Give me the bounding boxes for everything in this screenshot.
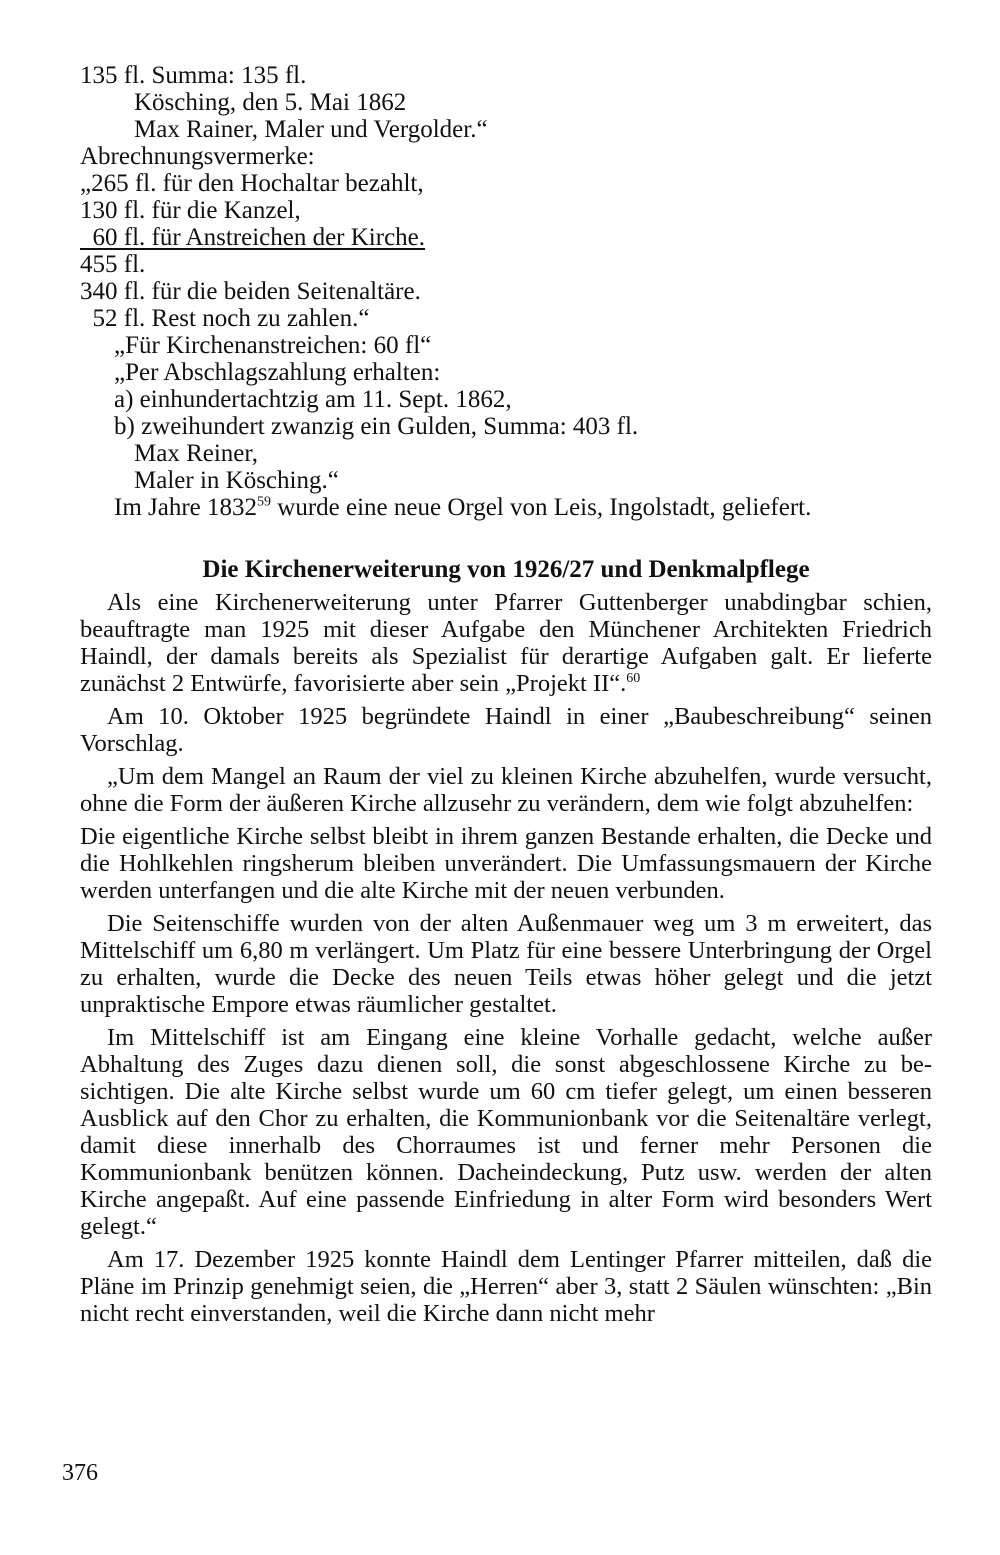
note-line-text: Kösching, den 5. Mai 1862 [134,89,407,116]
note-line-text: 340 fl. für die beiden Seitenaltäre. [80,278,421,305]
note-line [80,359,932,386]
note-line [80,305,932,332]
note-line [80,116,932,143]
organ-line-before: Im Jahre 1832 [114,494,258,521]
note-line-text: Max Rainer, Maler und Vergolder.“ [134,116,488,143]
note-line [80,62,932,89]
note-line [80,467,932,494]
note-line [80,440,932,467]
body-text [80,589,932,1327]
note-line-text: 455 fl. [80,251,146,278]
note-line [80,89,932,116]
paragraph [80,1246,932,1327]
note-line [80,143,932,170]
note-line-text: 130 fl. für die Kanzel, [80,197,301,224]
footnote-ref: 60 [626,670,641,686]
note-line-text: a) einhundertachtzig am 11. Sept. 1862, [114,386,512,413]
note-line-text: 52 fl. Rest noch zu zahlen.“ [80,305,370,332]
footnote-ref-59: 59 [257,494,272,510]
note-line-text: Max Reiner, [134,440,258,467]
note-line [80,386,932,413]
note-line-text: „Per Abschlagszahlung erhalten: [114,359,441,386]
note-line-text: Maler in Kösching.“ [134,467,339,494]
note-line-text: „Für Kirchenanstreichen: 60 fl“ [114,332,432,359]
paragraph-text: Die Seitenschiffe wurden von der alten Außenmauer weg um 3 m erweitert, das Mittelschiff um 6,80 m verlängert. Um Platz für eine bessere Unterbringung der Orgel zu erhalten, wurde die Decke des neuen Teils etwas höher gelegt und die jetzt unpraktische Empore etwas räumlicher gestaltet. [80,910,932,1018]
paragraph-text: Als eine Kirchenerweiterung unter Pfarrer Guttenberger unabdingbar schien, beauftragte man 1925 mit dieser Aufgabe den Münchener Architekten Friedrich Haindl, der damals bereits als Spezialist für derartige Aufgaben galt. Er lieferte zunächst 2 Entwürfe, favorisierte aber sein „Projekt II“. [80,589,932,697]
organ-line [80,494,932,521]
note-line [80,332,932,359]
note-line [80,278,932,305]
invoice-notes-block [80,62,932,494]
paragraph-text: Am 10. Oktober 1925 begründete Haindl in einer „Baubeschreibung“ seinen Vorschlag. [80,703,932,757]
note-line [80,170,932,197]
note-line [80,413,932,440]
paragraph [80,703,932,757]
document-page [80,62,932,1333]
note-line [80,197,932,224]
note-line [80,251,932,278]
note-line-text: 60 fl. für Anstreichen der Kirche. [80,224,426,251]
section-heading: Die Kirchenerweiterung von 1926/27 und Denkmalpflege [202,556,810,583]
paragraph [80,910,932,1018]
page-number: 376 [62,1460,98,1486]
paragraph-text: „Um dem Mangel an Raum der viel zu kleinen Kirche abzuhelfen, wurde versucht, ohne die Form der äußeren Kirche allzusehr zu verändern, dem wie folgt abzuhelfen: [80,763,932,817]
paragraph [80,589,932,697]
note-line-text: b) zweihundert zwanzig ein Gulden, Summa: 403 fl. [114,413,639,440]
paragraph-text: Die eigentliche Kirche selbst bleibt in ihrem ganzen Bestande erhalten, die Decke und die Hohlkehlen ringsherum bleiben unverändert. Die Umfassungsmauern der Kirche werden unterfangen und die alte Kirche mit der neuen verbunden. [80,823,932,904]
note-line [80,224,932,251]
paragraph [80,1024,932,1240]
paragraph-text: Im Mittelschiff ist am Eingang eine kleine Vorhalle gedacht, welche außer Abhaltung des Zuges dazu dienen soll, die sonst abgeschlossene Kirche zu besichtigen. Die alte Kirche selbst wurde um 60 cm tiefer gelegt, um einen besseren Ausblick auf den Chor zu erhalten, die Kommunionbank vor die Seitenaltäre verlegt, damit diese innerhalb des Chorraumes ist und ferner mehr Personen die Kommunionbank benützen können. Dacheindeckung, Putz usw. werden der alten Kirche angepaßt. Auf eine passende Einfriedung in alter Form wird besonders Wert gelegt.“ [80,1024,932,1240]
paragraph [80,823,932,904]
organ-line-after: wurde eine neue Orgel von Leis, Ingolstadt, geliefert. [271,494,812,521]
note-line-text: „265 fl. für den Hochaltar bezahlt, [80,170,424,197]
paragraph-text: Am 17. Dezember 1925 konnte Haindl dem Lentinger Pfarrer mitteilen, daß die Pläne im Prinzip genehmigt seien, die „Herren“ aber 3, statt 2 Säulen wünschten: „Bin nicht recht einverstanden, weil die Kirche dann nicht mehr [80,1246,932,1327]
paragraph [80,763,932,817]
note-line-text: 135 fl. Summa: 135 fl. [80,62,307,89]
note-line-text: Abrechnungsvermerke: [80,143,315,170]
